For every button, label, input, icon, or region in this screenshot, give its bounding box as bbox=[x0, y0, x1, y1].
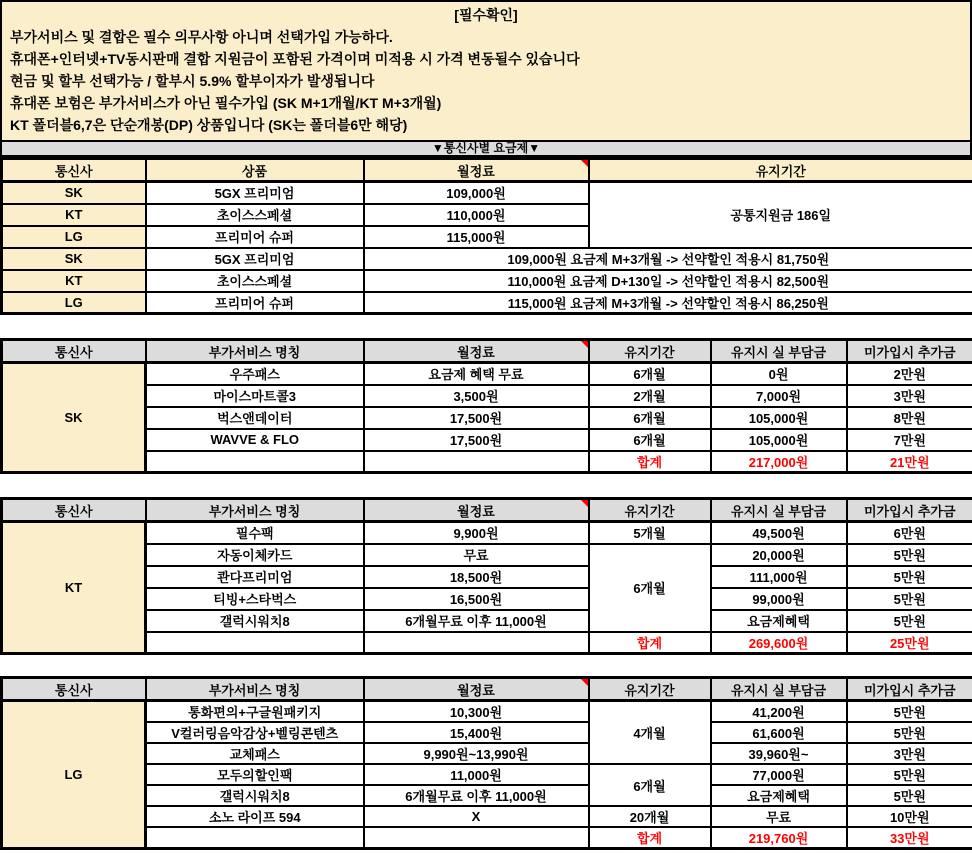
extra-cell: 5만원 bbox=[847, 544, 972, 566]
col-header-cost: 유지시 실 부담금 bbox=[711, 340, 847, 363]
product-cell: 5GX 프리미엄 bbox=[146, 248, 364, 270]
addon-name-cell: 티빙+스타벅스 bbox=[146, 588, 364, 610]
col-header-cost: 유지시 실 부담금 bbox=[711, 499, 847, 522]
retention-cell: 5개월 bbox=[589, 522, 711, 544]
extra-cell: 10만원 bbox=[847, 806, 972, 827]
addon-name-cell: 필수팩 bbox=[146, 522, 364, 544]
col-header-monthly-label: 월정료 bbox=[457, 682, 495, 698]
carrier-plan-table bbox=[0, 157, 972, 315]
monthly-cell: 17,500원 bbox=[364, 429, 589, 451]
addon-name-cell: 모두의할인팩 bbox=[146, 764, 364, 785]
sum-extra: 33만원 bbox=[847, 827, 972, 849]
extra-cell: 5만원 bbox=[847, 785, 972, 806]
cost-cell: 105,000원 bbox=[711, 429, 847, 451]
addon-name-cell: 벅스앤데이터 bbox=[146, 407, 364, 429]
empty-cell bbox=[364, 827, 589, 849]
table-row bbox=[2, 292, 972, 314]
addon-name-cell: WAVVE & FLO bbox=[146, 429, 364, 451]
product-cell: 5GX 프리미엄 bbox=[146, 182, 364, 204]
table-row bbox=[2, 743, 972, 764]
cost-cell: 20,000원 bbox=[711, 544, 847, 566]
product-cell: 프리미어 슈퍼 bbox=[146, 292, 364, 314]
table-row bbox=[2, 566, 972, 588]
monthly-cell: 9,900원 bbox=[364, 522, 589, 544]
col-header-extra: 미가입시 추가금 bbox=[847, 499, 972, 522]
extra-cell: 3만원 bbox=[847, 385, 972, 407]
empty-cell bbox=[364, 451, 589, 473]
col-header-monthly bbox=[364, 499, 589, 522]
spacer bbox=[0, 655, 972, 676]
sum-row bbox=[2, 632, 972, 654]
extra-cell: 8만원 bbox=[847, 407, 972, 429]
sum-cost: 217,000원 bbox=[711, 451, 847, 473]
monthly-cell: 11,000원 bbox=[364, 764, 589, 785]
sum-label: 합계 bbox=[589, 827, 711, 849]
cost-cell: 요금제혜택 bbox=[711, 785, 847, 806]
extra-cell: 3만원 bbox=[847, 743, 972, 764]
discount-detail-cell: 115,000원 요금제 M+3개월 -> 선약할인 적용시 86,250원 bbox=[364, 292, 972, 314]
col-header-carrier: 통신사 bbox=[2, 499, 146, 522]
col-header-extra: 미가입시 추가금 bbox=[847, 340, 972, 363]
col-header-carrier: 통신사 bbox=[2, 678, 146, 701]
col-header-product: 상품 bbox=[146, 159, 364, 182]
carrier-merged-cell: SK bbox=[2, 363, 146, 473]
cost-cell: 0원 bbox=[711, 363, 847, 385]
addon-name-cell: 자동이체카드 bbox=[146, 544, 364, 566]
extra-cell: 5만원 bbox=[847, 764, 972, 785]
cost-cell: 39,960원~ bbox=[711, 743, 847, 764]
retention-merged-cell: 4개월 bbox=[589, 701, 711, 765]
comment-flag-icon bbox=[581, 160, 588, 167]
cost-cell: 41,200원 bbox=[711, 701, 847, 723]
retention-cell: 6개월 bbox=[589, 429, 711, 451]
col-header-carrier: 통신사 bbox=[2, 159, 146, 182]
notice-title: [필수확인] bbox=[454, 7, 518, 23]
empty-cell bbox=[146, 827, 364, 849]
col-header-carrier: 통신사 bbox=[2, 340, 146, 363]
discount-detail-cell: 110,000원 요금제 D+130일 -> 선약할인 적용시 82,500원 bbox=[364, 270, 972, 292]
table-row bbox=[2, 544, 972, 566]
carrier-cell: SK bbox=[2, 182, 146, 204]
table-row bbox=[2, 407, 972, 429]
sum-cost: 269,600원 bbox=[711, 632, 847, 654]
table-row bbox=[2, 806, 972, 827]
sum-cost: 219,760원 bbox=[711, 827, 847, 849]
empty-cell bbox=[146, 451, 364, 473]
cost-cell: 요금제혜택 bbox=[711, 610, 847, 632]
table-row bbox=[2, 610, 972, 632]
extra-cell: 2만원 bbox=[847, 363, 972, 385]
comment-flag-icon bbox=[581, 500, 588, 507]
addon-name-cell: 교체패스 bbox=[146, 743, 364, 764]
addon-name-cell: 갤럭시워치8 bbox=[146, 785, 364, 806]
extra-cell: 5만원 bbox=[847, 566, 972, 588]
monthly-cell: 15,400원 bbox=[364, 722, 589, 743]
retention-cell: 6개월 bbox=[589, 363, 711, 385]
sk-addon-table bbox=[0, 338, 972, 474]
extra-cell: 5만원 bbox=[847, 588, 972, 610]
retention-cell: 2개월 bbox=[589, 385, 711, 407]
discount-detail-cell: 109,000원 요금제 M+3개월 -> 선약할인 적용시 81,750원 bbox=[364, 248, 972, 270]
col-header-monthly bbox=[364, 678, 589, 701]
notice-line: KT 폴더블6,7은 단순개봉(DP) 상품입니다 (SK는 폴더블6만 해당) bbox=[10, 117, 408, 133]
col-header-monthly-label: 월정료 bbox=[457, 503, 495, 519]
monthly-cell: 6개월무료 이후 11,000원 bbox=[364, 610, 589, 632]
monthly-cell: X bbox=[364, 806, 589, 827]
carrier-cell: KT bbox=[2, 204, 146, 226]
table-row bbox=[2, 429, 972, 451]
table-row bbox=[2, 785, 972, 806]
col-header-retention: 유지기간 bbox=[589, 678, 711, 701]
col-header-monthly-label: 월정료 bbox=[457, 344, 495, 360]
table-row bbox=[2, 270, 972, 292]
col-header-cost: 유지시 실 부담금 bbox=[711, 678, 847, 701]
monthly-cell: 3,500원 bbox=[364, 385, 589, 407]
col-header-addon-name: 부가서비스 명칭 bbox=[146, 678, 364, 701]
spacer bbox=[0, 315, 972, 338]
col-header-addon-name: 부가서비스 명칭 bbox=[146, 340, 364, 363]
monthly-cell: 무료 bbox=[364, 544, 589, 566]
monthly-cell: 110,000원 bbox=[364, 204, 589, 226]
extra-cell: 7만원 bbox=[847, 429, 972, 451]
monthly-cell: 115,000원 bbox=[364, 226, 589, 248]
addon-name-cell: 소노 라이프 594 bbox=[146, 806, 364, 827]
retention-merged-cell: 6개월 bbox=[589, 764, 711, 806]
monthly-cell: 109,000원 bbox=[364, 182, 589, 204]
col-header-retention: 유지기간 bbox=[589, 499, 711, 522]
extra-cell: 5만원 bbox=[847, 722, 972, 743]
col-header-monthly bbox=[364, 159, 589, 182]
notice-box bbox=[0, 0, 972, 140]
sum-extra: 25만원 bbox=[847, 632, 972, 654]
cost-cell: 7,000원 bbox=[711, 385, 847, 407]
col-header-retention: 유지기간 bbox=[589, 340, 711, 363]
sum-row bbox=[2, 827, 972, 849]
empty-cell bbox=[364, 632, 589, 654]
product-cell: 초이스스페셜 bbox=[146, 270, 364, 292]
addon-name-cell: 통화편의+구글원패키지 bbox=[146, 701, 364, 723]
product-cell: 프리미어 슈퍼 bbox=[146, 226, 364, 248]
table-row bbox=[2, 722, 972, 743]
product-cell: 초이스스페셜 bbox=[146, 204, 364, 226]
table-row bbox=[2, 363, 972, 385]
table-row bbox=[2, 522, 972, 544]
col-header-monthly-label: 월정료 bbox=[457, 163, 495, 179]
col-header-extra: 미가입시 추가금 bbox=[847, 678, 972, 701]
carrier-merged-cell: LG bbox=[2, 701, 146, 849]
addon-name-cell: 콴다프리미엄 bbox=[146, 566, 364, 588]
table-row bbox=[2, 701, 972, 723]
notice-line: 휴대폰+인터넷+TV동시판매 결합 지원금이 포함된 가격이며 미적용 시 가격 변동될수 있습니다 bbox=[10, 51, 580, 67]
table-row bbox=[2, 248, 972, 270]
notice-line: 휴대폰 보험은 부가서비스가 아닌 필수가입 (SK M+1개월/KT M+3개월) bbox=[10, 95, 442, 111]
spacer bbox=[0, 474, 972, 497]
monthly-cell: 요금제 혜택 무료 bbox=[364, 363, 589, 385]
monthly-cell: 10,300원 bbox=[364, 701, 589, 723]
empty-cell bbox=[146, 632, 364, 654]
cost-cell: 61,600원 bbox=[711, 722, 847, 743]
carrier-cell: LG bbox=[2, 226, 146, 248]
extra-cell: 5만원 bbox=[847, 610, 972, 632]
addon-name-cell: 갤럭시워치8 bbox=[146, 610, 364, 632]
monthly-cell: 18,500원 bbox=[364, 566, 589, 588]
monthly-cell: 16,500원 bbox=[364, 588, 589, 610]
table-row bbox=[2, 385, 972, 407]
carrier-cell: LG bbox=[2, 292, 146, 314]
addon-name-cell: 마이스마트콜3 bbox=[146, 385, 364, 407]
comment-flag-icon bbox=[581, 679, 588, 686]
retention-merged-cell: 공통지원금 186일 bbox=[589, 182, 972, 248]
cost-cell: 77,000원 bbox=[711, 764, 847, 785]
addon-name-cell: 우주패스 bbox=[146, 363, 364, 385]
extra-cell: 6만원 bbox=[847, 522, 972, 544]
section-banner-carrier-plans: ▼통신사별 요금제▼ bbox=[0, 140, 972, 157]
sum-label: 합계 bbox=[589, 451, 711, 473]
retention-merged-cell: 6개월 bbox=[589, 544, 711, 632]
cost-cell: 105,000원 bbox=[711, 407, 847, 429]
cost-cell: 49,500원 bbox=[711, 522, 847, 544]
monthly-cell: 9,990원~13,990원 bbox=[364, 743, 589, 764]
table-row bbox=[2, 588, 972, 610]
carrier-cell: SK bbox=[2, 248, 146, 270]
kt-addon-table bbox=[0, 497, 972, 655]
extra-cell: 5만원 bbox=[847, 701, 972, 723]
sum-extra: 21만원 bbox=[847, 451, 972, 473]
notice-line: 부가서비스 및 결합은 필수 의무사항 아니며 선택가입 가능하다. bbox=[10, 29, 393, 45]
col-header-monthly bbox=[364, 340, 589, 363]
carrier-merged-cell: KT bbox=[2, 522, 146, 654]
cost-cell: 무료 bbox=[711, 806, 847, 827]
comment-flag-icon bbox=[581, 341, 588, 348]
sum-row bbox=[2, 451, 972, 473]
cost-cell: 111,000원 bbox=[711, 566, 847, 588]
carrier-cell: KT bbox=[2, 270, 146, 292]
monthly-cell: 6개월무료 이후 11,000원 bbox=[364, 785, 589, 806]
table-row bbox=[2, 182, 972, 204]
addon-name-cell: V컬러링음악감상+벨링콘텐츠 bbox=[146, 722, 364, 743]
sum-label: 합계 bbox=[589, 632, 711, 654]
retention-cell: 20개월 bbox=[589, 806, 711, 827]
cost-cell: 99,000원 bbox=[711, 588, 847, 610]
col-header-retention: 유지기간 bbox=[589, 159, 972, 182]
table-row bbox=[2, 764, 972, 785]
monthly-cell: 17,500원 bbox=[364, 407, 589, 429]
lg-addon-table bbox=[0, 676, 972, 850]
notice-line: 현금 및 할부 선택가능 / 할부시 5.9% 할부이자가 발생됩니다 bbox=[10, 73, 375, 89]
col-header-addon-name: 부가서비스 명칭 bbox=[146, 499, 364, 522]
retention-cell: 6개월 bbox=[589, 407, 711, 429]
